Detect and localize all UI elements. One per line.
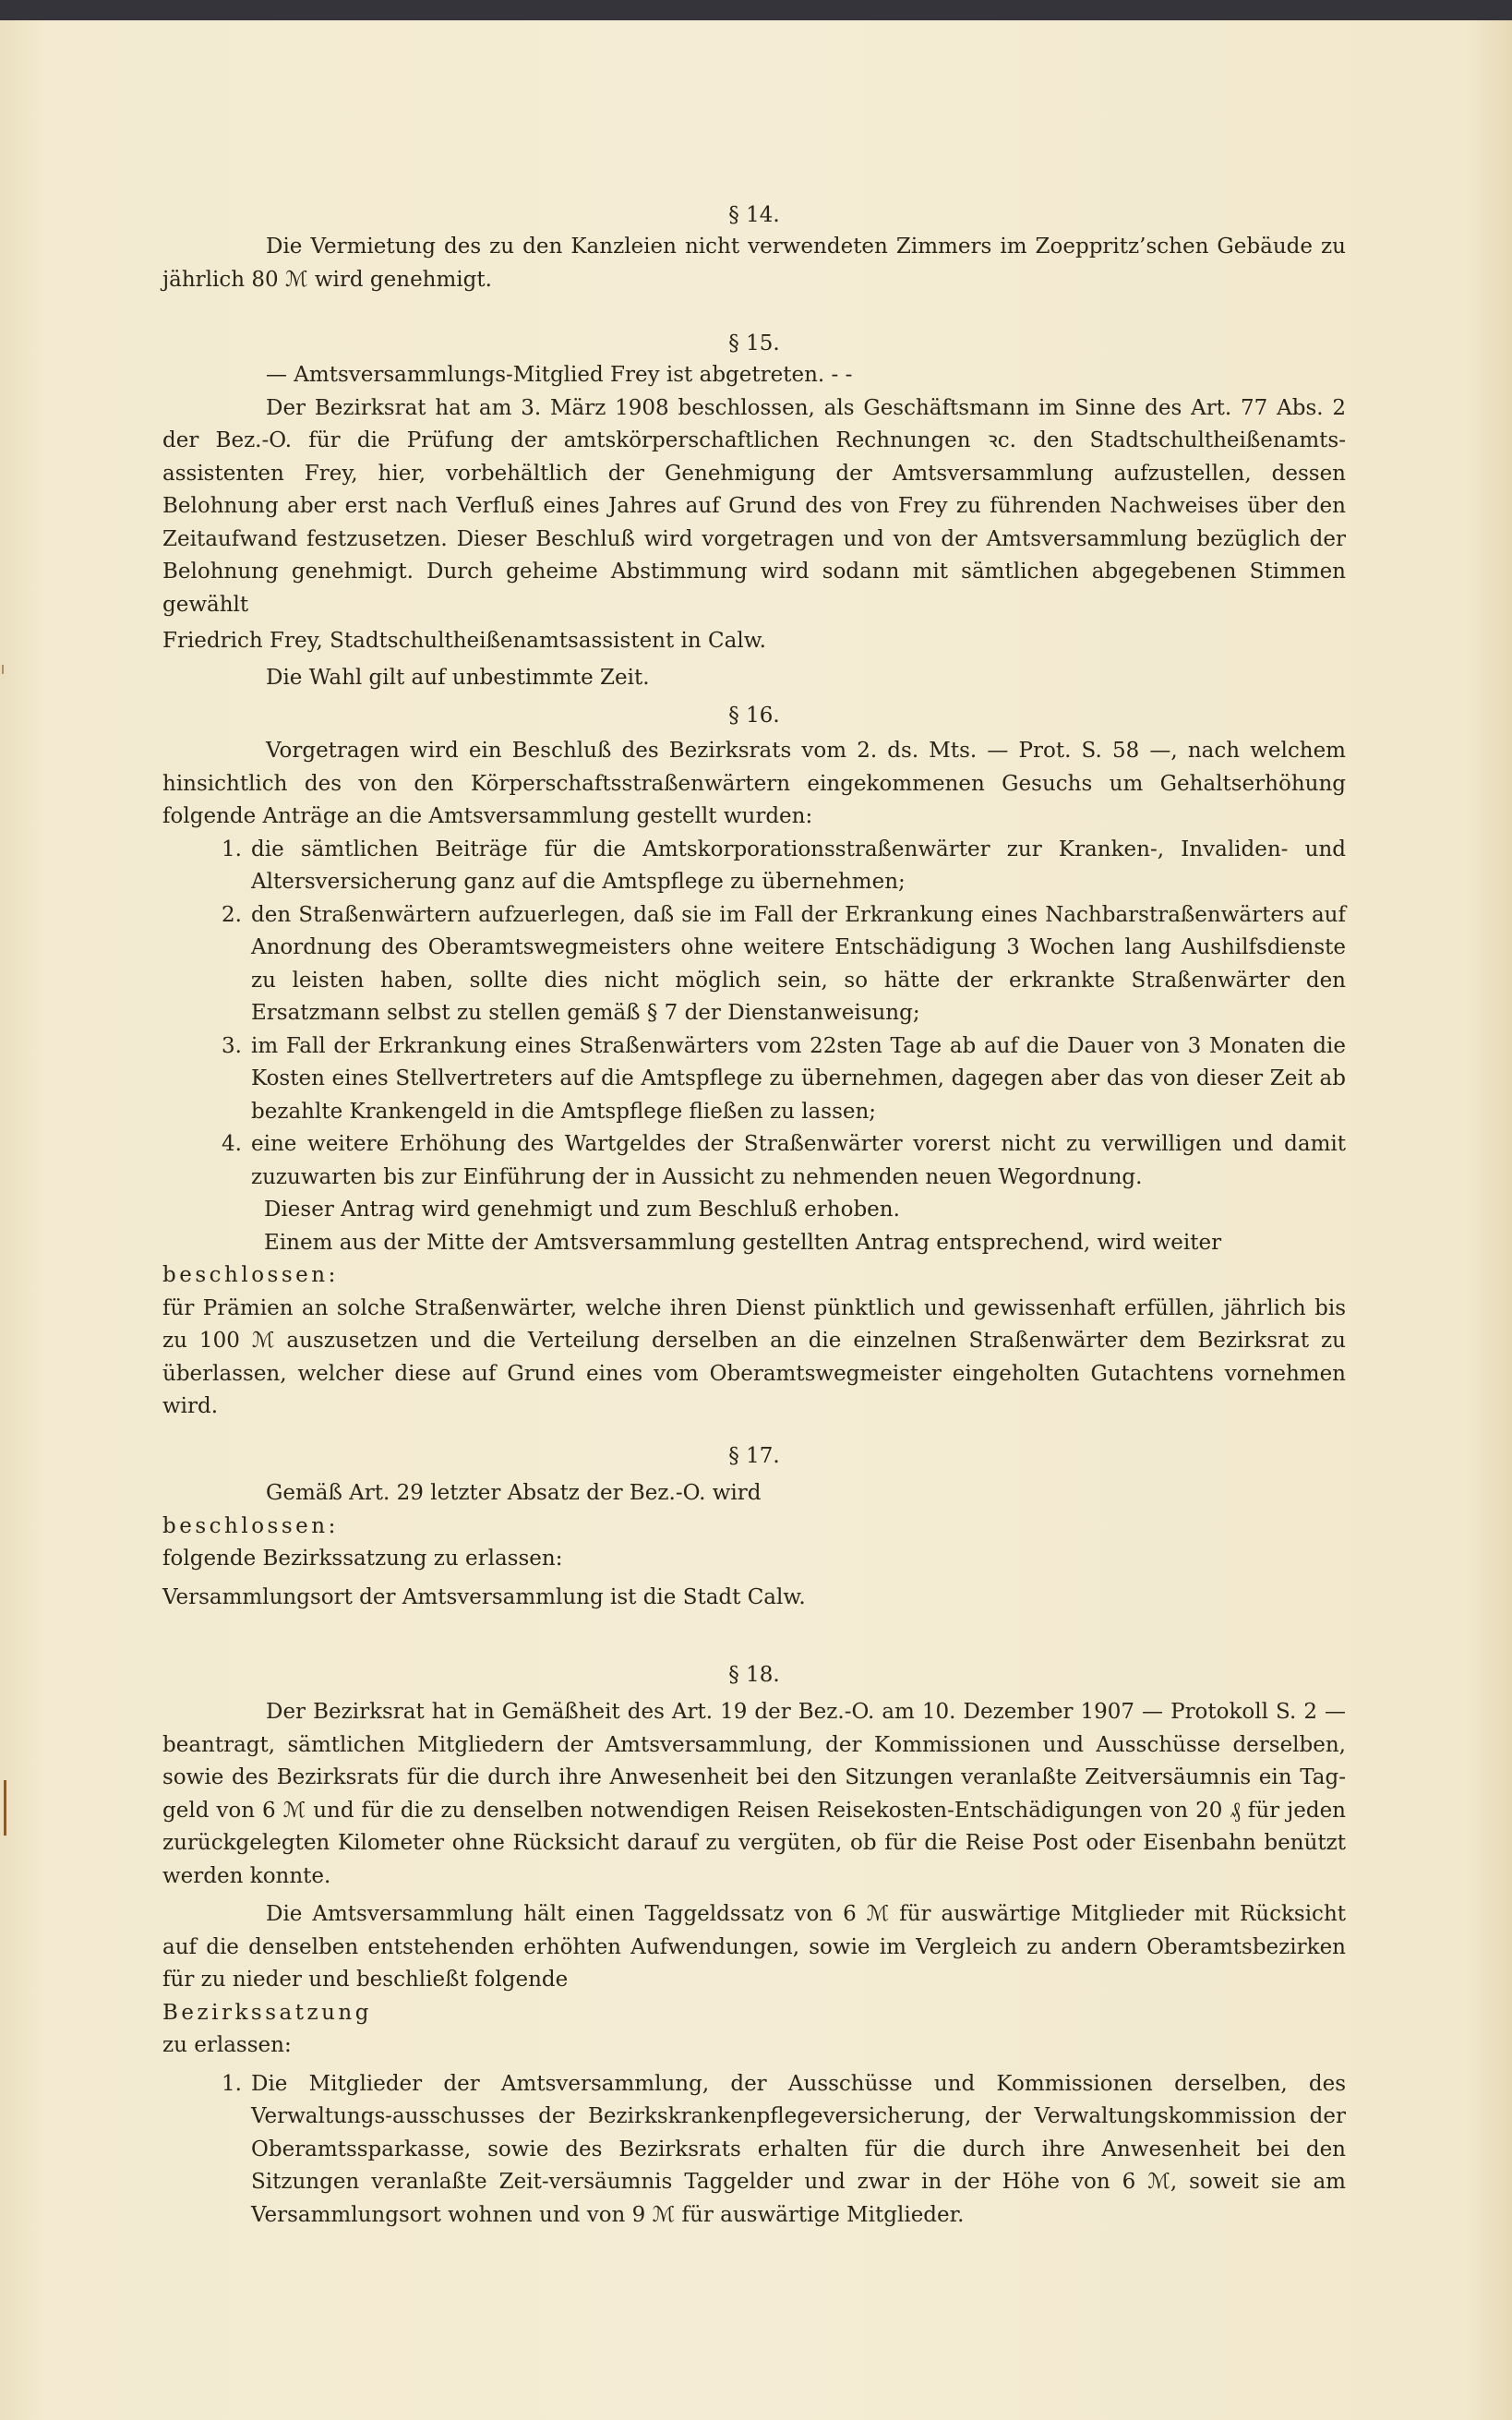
section-16 (162, 700, 1346, 1424)
paragraph: Die Vermietung des zu den Kanzleien nicht verwendeten Zimmers im Zoeppritz’schen Gebäude zu jährlich 80 ℳ wird genehmigt. (162, 235, 1346, 292)
list-item (162, 1030, 1346, 1129)
scan-top-border (0, 0, 1512, 20)
section-15 (162, 328, 1346, 694)
section-14 (162, 199, 1346, 296)
list-number: 2. (222, 902, 242, 927)
paragraph: Die Wahl gilt auf unbestimmte Zeit. (266, 665, 650, 690)
section-18 (162, 1659, 1346, 2232)
statute-title: Bezirkssatzung (162, 2000, 372, 2025)
statute-text: Versammlungsort der Amtsversammlung ist die Stadt Calw. (162, 1584, 806, 1609)
section-heading: § 14. (728, 203, 780, 227)
list-text: im Fall der Erkrankung eines Straßenwärters vom 22sten Tage ab auf die Dauer von 3 Monaten die Kosten eines Stellvertreters auf die Amtspflege zu übernehmen, dagegen aber das von dieser Zeit ab bezahlte Krankengeld in die Amtspflege fließen zu lassen; (251, 1033, 1346, 1124)
section-17 (162, 1440, 1346, 1614)
list-number: 1. (222, 2071, 242, 2096)
list-number: 3. (222, 1033, 242, 1058)
list-text: eine weitere Erhöhung des Wartgeldes der Straßenwärter vorerst nicht zu verwilligen und damit zuzuwarten bis zur Einführung der in Aussicht zu nehmenden neuen Wegordnung. (251, 1132, 1346, 1189)
paragraph: — Amtsversammlungs-Mitglied Frey ist abgetreten. - - (266, 363, 853, 387)
list-number: 1. (222, 837, 242, 861)
section-heading: § 16. (728, 704, 780, 728)
paragraph: Der Bezirksrat hat am 3. März 1908 beschlossen, als Geschäftsmann im Sinne des Art. 77 Abs. 2 der Bez.-O. für die Prüfung der amtskörperschaftlichen Rechnungen ꝛc. den Stadtschultheißenamts-assistenten Frey, hier, vorbehältlich der Genehmigung der Amtsversammlung aufzustellen, dessen Belohnung aber erst nach Verfluß eines Jahres auf Grund des von Frey zu führenden Nachweises über den Zeitaufwand festzusetzen. Dieser Beschluß wird vorgetragen und von der Amtsversammlung bezüglich der Belohnung genehmigt. Durch geheime Abstimmung wird sodann mit sämtlichen abgegebenen Stimmen gewählt (162, 395, 1346, 617)
list-item (162, 899, 1346, 1030)
paragraph: folgende Bezirkssatzung zu erlassen: (162, 1547, 563, 1571)
section-heading: § 18. (728, 1663, 780, 1687)
paragraph: Einem aus der Mitte der Amtsversammlung gestellten Antrag entsprechend, wird weiter (264, 1230, 1222, 1255)
resolution-label: beschlossen: (162, 1263, 339, 1287)
edge-mark (4, 1780, 6, 1836)
paragraph: für Prämien an solche Straßenwärter, welche ihren Dienst pünktlich und gewissenhaft erfüllen, jährlich bis zu 100 ℳ auszusetzen und die Verteilung derselben an die einzelnen Straßenwärter dem Bezirksrat zu überlassen, welcher diese auf Grund eines vom Oberamtswegmeister eingeholten Gutachtens vornehmen wird. (162, 1295, 1346, 1418)
list-item (162, 2068, 1346, 2233)
list-text: den Straßenwärtern aufzuerlegen, daß sie im Fall der Erkrankung eines Nachbarstraßenwärters auf Anordnung des Oberamtswegmeisters ohne weitere Entschädigung 3 Wochen lang Aushilfsdienste zu leisten haben, sollte dies nicht möglich sein, so hätte der erkrankte Straßenwärter den Ersatzmann selbst zu stellen gemäß § 7 der Dienstanweisung; (251, 902, 1346, 1025)
paragraph: Dieser Antrag wird genehmigt und zum Beschluß erhoben. (264, 1198, 900, 1222)
edge-mark (2, 665, 4, 674)
section-heading: § 17. (728, 1444, 780, 1468)
paragraph: Vorgetragen wird ein Beschluß des Bezirksrats vom 2. ds. Mts. — Prot. S. 58 —, nach welchem hinsichtlich des von den Körperschaftsstraßenwärtern eingekommenen Gesuchs um Gehaltserhöhung folgende Anträge an die Amtsversammlung gestellt wurden: (162, 739, 1346, 828)
paragraph: Gemäß Art. 29 letzter Absatz der Bez.-O. wird (266, 1481, 762, 1505)
paragraph: Der Bezirksrat hat in Gemäßheit des Art. 19 der Bez.-O. am 10. Dezember 1907 — Protokoll S. 2 — beantragt, sämtlichen Mitgliedern der Amtsversammlung, der Kommissionen und Ausschüsse derselben, sowie des Bezirksrats für die durch ihre Anwesenheit bei den Sitzungen veranlaßte Zeitversäumnis ein Tag-geld von 6 ℳ und für die zu denselben notwendigen Reisen Reisekosten-Entschädigungen von 20 ₰ für jeden zurückgelegten Kilometer ohne Rücksicht darauf zu vergüten, ob für die Reise Post oder Eisenbahn benützt werden konnte. (162, 1700, 1346, 1888)
list-item (162, 1128, 1346, 1194)
paragraph: Die Amtsversammlung hält einen Taggeldssatz von 6 ℳ für auswärtige Mitglieder mit Rücksicht auf die denselben entstehenden erhöhten Aufwendungen, sowie im Vergleich zu andern Oberamtsbezirken für zu nieder und beschließt folgende (162, 1902, 1346, 1992)
list-item (162, 834, 1346, 899)
list-number: 4. (222, 1132, 242, 1156)
list-text: Die Mitglieder der Amtsversammlung, der Ausschüsse und Kommissionen derselben, des Verwaltungs-ausschusses der Bezirkskrankenpflegeversicherung, der Verwaltungskommission der Oberamtssparkasse, sowie des Bezirksrats erhalten für die durch ihre Anwesenheit bei den Sitzungen veranlaßte Zeit-versäumnis Taggelder und zwar in der Höhe von 6 ℳ, soweit sie am Versammlungsort wohnen und von 9 ℳ für auswärtige Mitglieder. (251, 2071, 1346, 2227)
section-heading: § 15. (728, 331, 780, 355)
resolution-label: beschlossen: (162, 1513, 339, 1538)
paragraph: zu erlassen: (162, 2033, 292, 2057)
elected-person: Friedrich Frey, Stadtschultheißenamtsassistent in Calw. (162, 629, 766, 653)
list-text: die sämtlichen Beiträge für die Amtskorporationsstraßenwärter zur Kranken-, Invaliden- und Altersversicherung ganz auf die Amtspflege zu übernehmen; (251, 837, 1346, 894)
